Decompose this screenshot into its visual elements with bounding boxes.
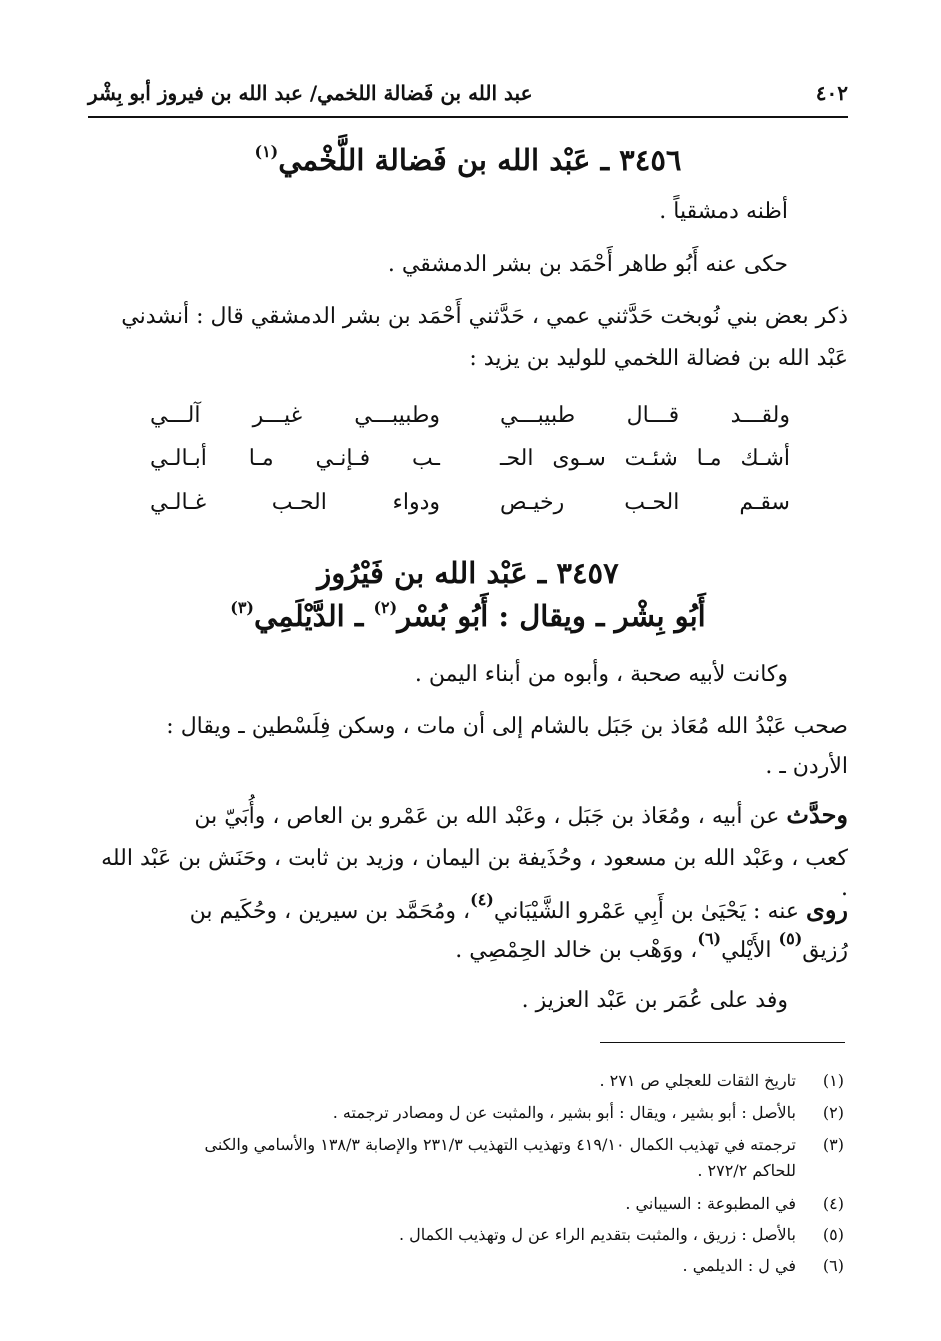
footnote-text: في المطبوعة : السيباني . [625,1194,796,1213]
entry-3457-paragraph-5: وفد على عُمَر بن عَبْد العزيز . [521,988,788,1013]
verse-second-hemistich: ـب فـإنـي مـا أبـالـي [150,445,440,471]
entry-3457-paragraph-3-line-1: وحدَّث عن أبيه ، ومُعَاذ بن جَبَل ، وعَبْد الله بن عَمْرو بن العاص ، وأُبَيّ بن [194,800,848,829]
footnote-ref-1: (١) [254,142,279,161]
entry-3456-title: ٣٤٥٦ ـ عَبْد الله بن فَضالة اللَّخْمي$^{(١)}$ [254,142,682,177]
footnote [88,1100,844,1126]
footnote-ref-5: (٥) [778,929,803,948]
page-number: ٤٠٢ [815,81,848,105]
footnote-ref-3: (٣) [230,598,254,617]
entry-3456-paragraph-3-line-1: ذكر بعض بني نُوبخت حَدَّثني عمي ، حَدَّثني أَحْمَد بن بشر الدمشقي قال : أنشدني [121,304,848,329]
footnote-ref-6: (٦) [697,929,722,948]
footnote-number: (٥) [822,1225,844,1244]
footnote-ref-2: (٢) [373,598,398,617]
entry-3457-title: ٣٤٥٧ ـ عَبْد الله بن فَيْرُوز [317,556,619,590]
running-title: عبد الله بن فَضالة اللخمي/ عبد الله بن فيروز أبو بِشْر [88,81,533,105]
verse-first-hemistich: ولقـــد قـــال طبيبـــي [500,402,790,428]
footnote-text: تاريخ الثقات للعجلي ص ٢٧١ . [599,1071,796,1090]
entry-3457-paragraph-4-line-1: روى عنه : يَحْيَىٰ بن أَبِي عَمْرو الشَّيْبَاني$^{(٤)}$، ومُحَمَّد بن سيرين ، وحُكَيم بن [189,890,848,924]
paragraph-lead-word: روى [806,895,848,924]
footnote [88,1222,844,1248]
entry-3457-paragraph-2-line-2: الأردن ـ . [765,754,848,779]
verse-line [150,440,790,476]
verse-first-hemistich: سقـم الحـب رخيـص [500,489,790,515]
entry-3457-subtitle: أَبُو بِشْر ـ ويقال : أَبُو بُسْر$^{(٢)}$ ـ الدَّيْلَمِي$^{(٣)}$ [230,598,706,633]
footnote [88,1253,844,1279]
entry-3457-paragraph-2-line-1: صحب عَبْدُ الله مُعَاذ بن جَبَل بالشام إلى أن مات ، وسكن فِلَسْطين ـ ويقال : [166,714,848,739]
footnote-ref-4: (٤) [470,890,494,909]
footnote-number: (١) [822,1071,844,1090]
footnote-number: (٣) [822,1135,844,1154]
verse-line [150,397,790,433]
entry-3456-paragraph-3-line-2: عَبْد الله بن فضالة اللخمي للوليد بن يزيد : [469,346,848,371]
footnote-number: (٤) [822,1194,844,1213]
footnote-number: (٢) [822,1103,844,1122]
entry-3457-paragraph-4-line-2: رُزيق$^{(٥)}$ الأَيْلي$^{(٦)}$، ووَهْب بن خالد الحِمْصِي . [455,929,848,963]
verse-line [150,484,790,520]
footnote-text: بالأصل : زريق ، والمثبت بتقديم الراء عن ل وتهذيب الكمال . [398,1225,796,1244]
footnote-text: ترجمته في تهذيب الكمال ٤١٩/١٠ وتهذيب التهذيب ٢٣١/٣ والإصابة ١٣٨/٣ والأسامي والكنى للحاكم ٢٧٢/٢ . [204,1135,796,1180]
footnote [88,1068,844,1094]
footnote-text: في ل : الديلمي . [682,1256,796,1275]
footnote-rule [600,1042,845,1043]
verse-first-hemistich: أشـك مـا شئـت سـوى الحـ [500,445,790,471]
footnote [88,1132,844,1184]
entry-3456-paragraph-1: أظنه دمشقياً . [659,199,788,224]
footnote [88,1191,844,1217]
verse-second-hemistich: ودواء الحـب غـالـي [150,489,440,515]
running-header [88,76,848,110]
footnote-number: (٦) [822,1256,844,1275]
verse-second-hemistich: وطبيبـــي غيـــر آلـــي [150,402,440,428]
header-rule [88,116,848,118]
footnote-text: بالأصل : أبو بشير ، ويقال : أبو بشير ، والمثبت عن ل ومصادر ترجمته . [332,1103,796,1122]
entry-3457-paragraph-3-line-2: كعب ، وعَبْد الله بن مسعود ، وحُذَيفة بن اليمان ، وزيد بن ثابت ، وحَنَش بن عَبْد الله . [101,846,848,901]
paragraph-lead-word: وحدَّث [786,800,848,829]
entry-3457-paragraph-1: وكانت لأبيه صحبة ، وأبوه من أبناء اليمن . [414,662,788,687]
entry-3456-paragraph-2: حكى عنه أَبُو طاهر أَحْمَد بن بشر الدمشقي . [387,252,788,277]
